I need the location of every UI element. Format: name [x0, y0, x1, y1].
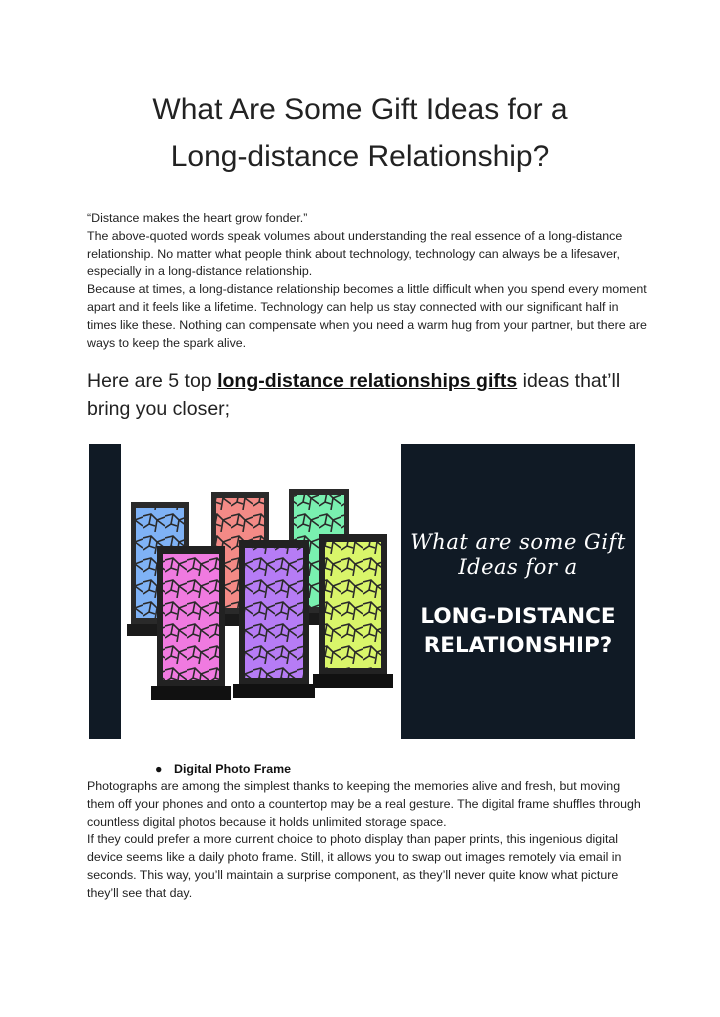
- subhead-text-after: ideas that’ll bring you closer;: [87, 370, 621, 420]
- gifts-link[interactable]: long-distance relationships gifts: [217, 370, 518, 392]
- intro-paragraph-1: The above-quoted words speak volumes about understanding the real essence of a long-distance relationship. No matter what people think about technology, technology can always be a lifesaver, especially in a long-distance relationship.: [87, 228, 623, 279]
- lamp-purple: [233, 540, 315, 698]
- subhead-text-before: Here are 5 top: [87, 370, 218, 392]
- hero-headline-line2: RELATIONSHIP?: [423, 633, 613, 658]
- page-title-line2: Long-distance Relationship?: [170, 140, 550, 173]
- lamp-pink: [151, 546, 231, 700]
- section-heading-text: Digital Photo Frame: [174, 762, 292, 776]
- section-paragraph-2: If they could prefer a more current choice to photo display than paper prints, this ingenious digital device seems like a daily photo frame. Still, it allows you to swap out images remotely via email in seconds. This way, you’ll maintain a surprise component, as they’ll never quite know what picture they’ll see that day.: [87, 832, 622, 900]
- hero-script-line2: Ideas for a: [458, 555, 578, 579]
- intro-section: [87, 210, 647, 352]
- bullet-icon: ●: [155, 762, 163, 776]
- page-title-line1: What Are Some Gift Ideas for a: [152, 93, 568, 126]
- hero-image: [89, 444, 635, 739]
- section-heading-digital-photo-frame: [155, 760, 291, 778]
- lamps-photo: [121, 444, 401, 739]
- page-title: [60, 86, 660, 180]
- section-body: [87, 778, 647, 903]
- hero-script-text: [403, 530, 633, 580]
- hero-headline: [403, 602, 633, 660]
- section-paragraph-1: Photographs are among the simplest thanks to keeping the memories alive and fresh, but moving them off your phones and onto a countertop may be a real gesture. The digital frame shuffles through countless digital photos because it holds unlimited storage space.: [87, 779, 641, 829]
- intro-paragraph-2: Because at times, a long-distance relationship becomes a little difficult when you spend every moment apart and it feels like a lifetime. Technology can help us stay connected with our significant half in times like these. Nothing can compensate when you need a warm hug from your partner, but there are ways to keep the spark alive.: [87, 282, 647, 350]
- gifts-subheading: [87, 367, 647, 423]
- hero-script-line1: What are some Gift: [410, 530, 626, 554]
- lamps-illustration: [121, 444, 401, 739]
- intro-quote: “Distance makes the heart grow fonder.”: [87, 211, 308, 225]
- hero-headline-line1: LONG-DISTANCE: [420, 604, 616, 629]
- lamp-yellow: [313, 534, 393, 688]
